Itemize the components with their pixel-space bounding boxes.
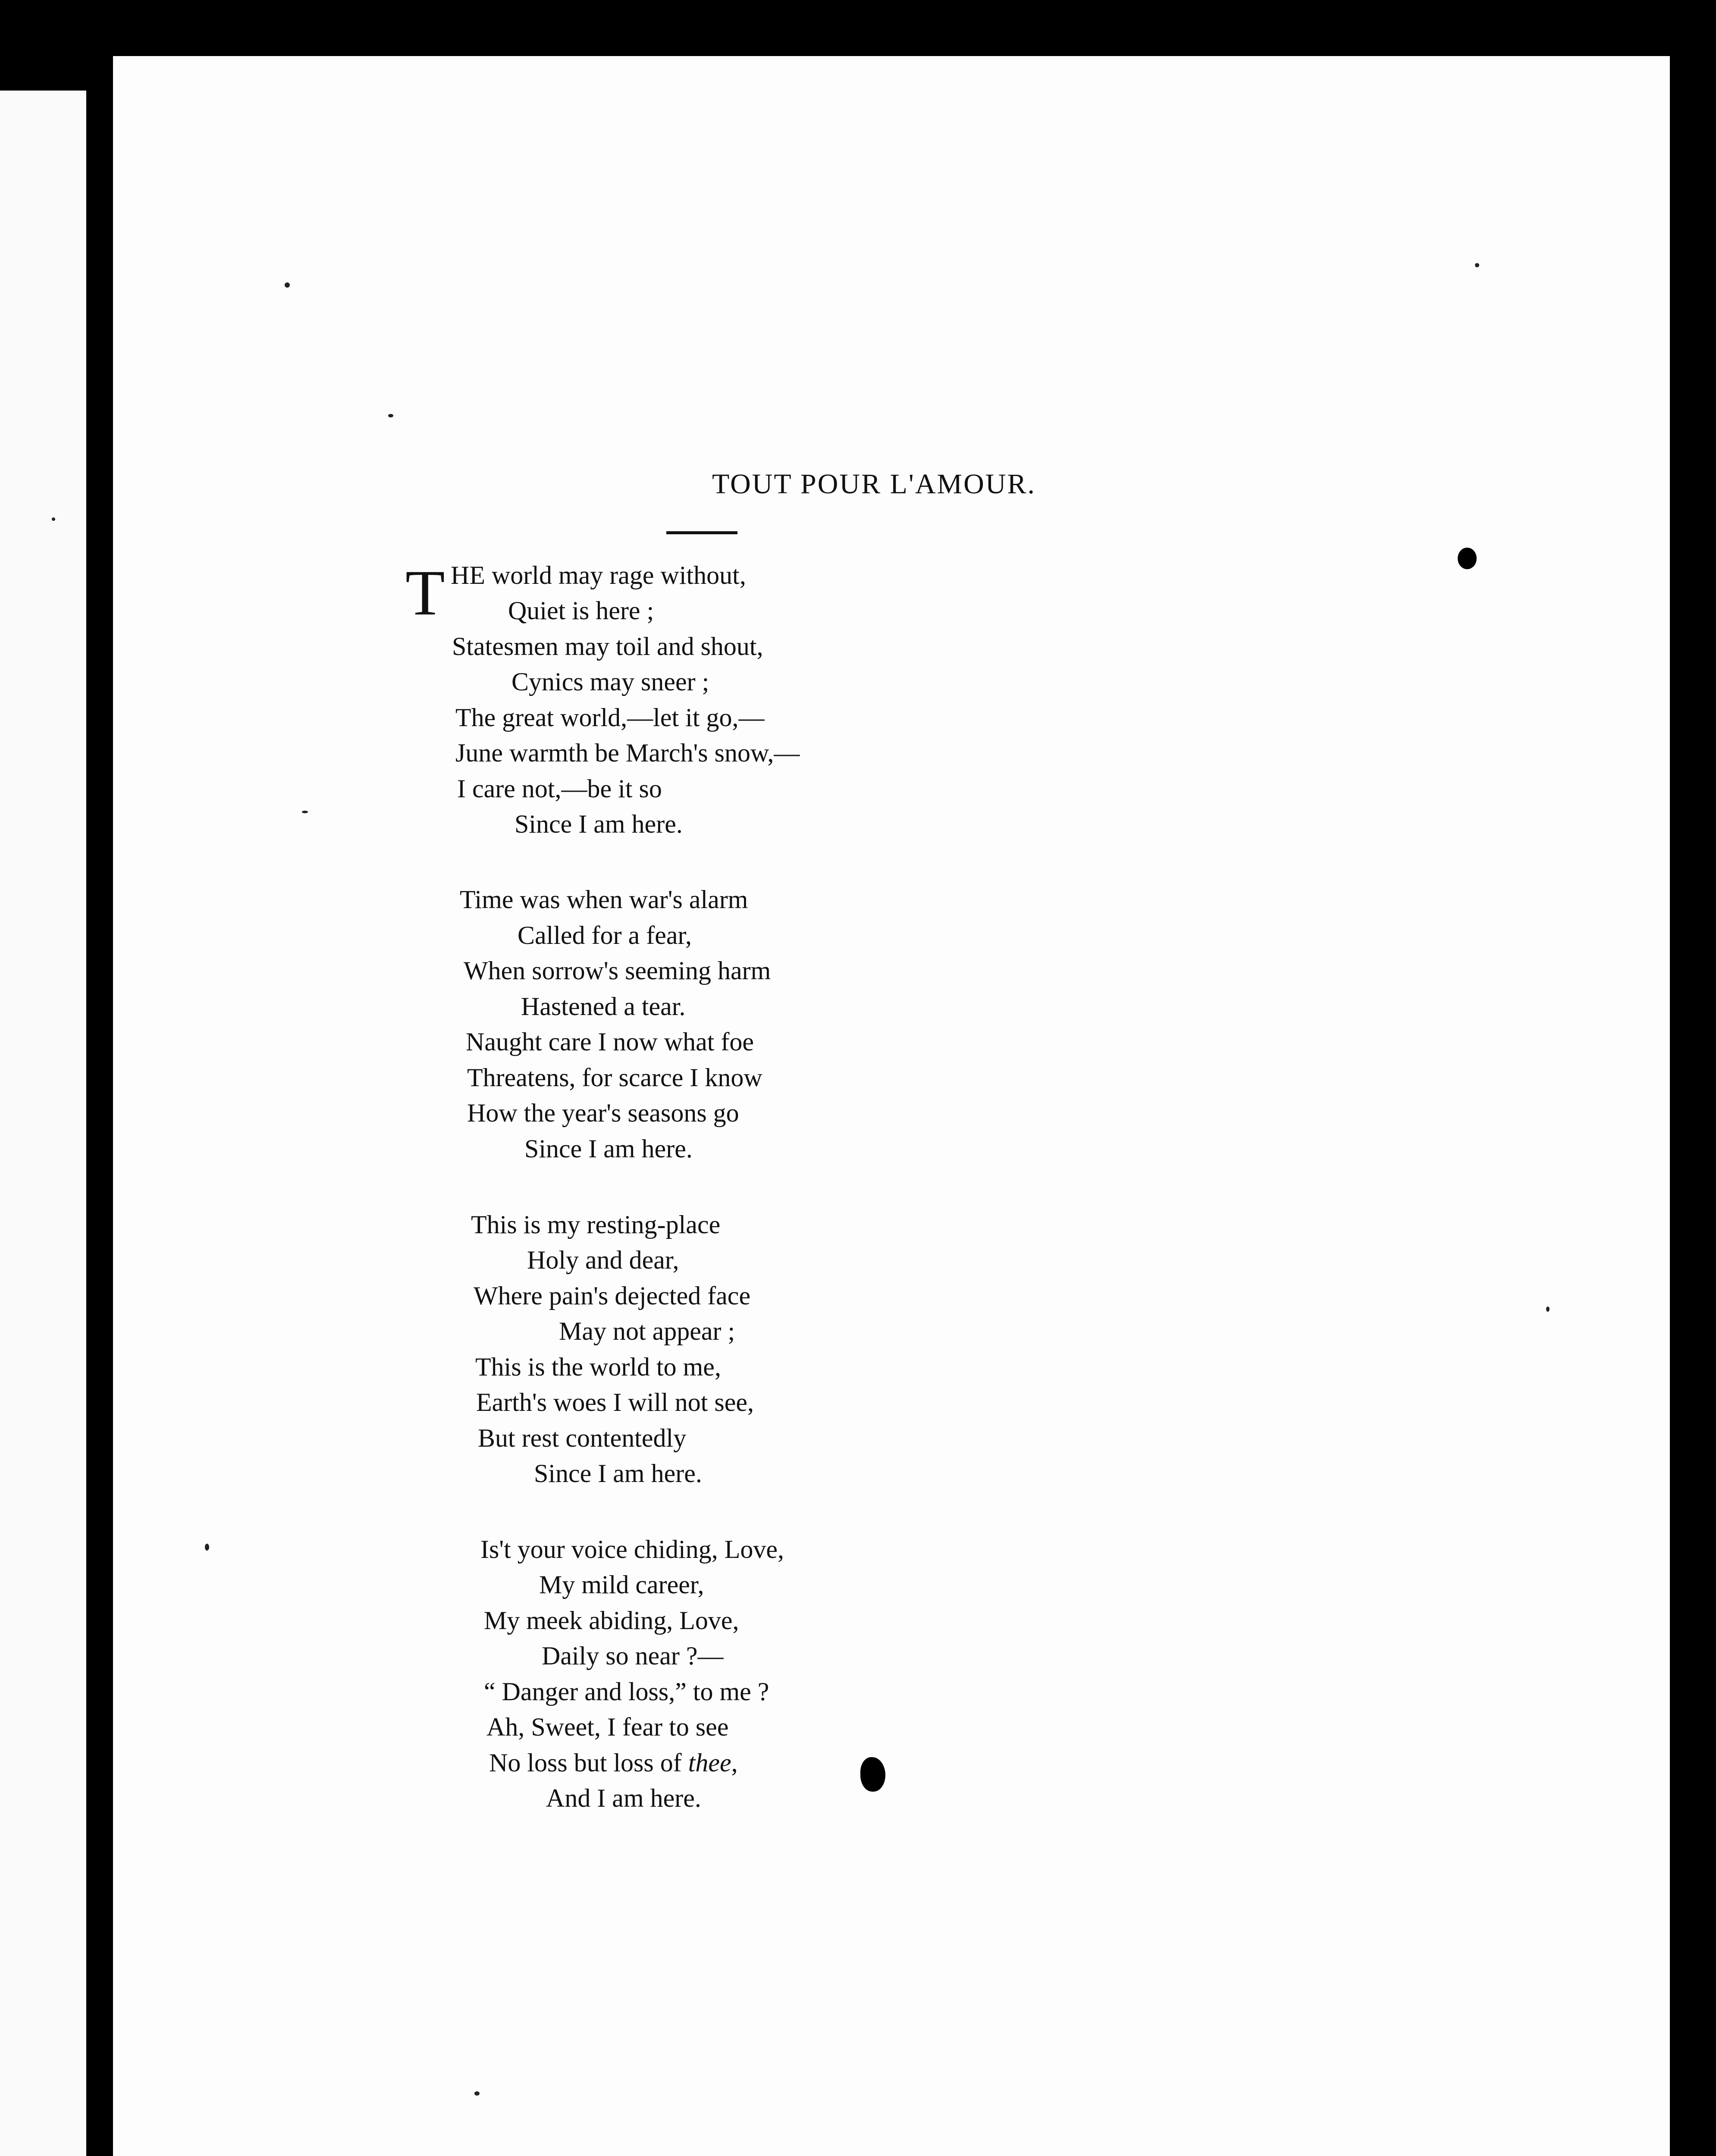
poem-line: Ah, Sweet, I fear to see (486, 1713, 729, 1741)
poem-line: Since I am here. (514, 810, 683, 838)
poem-line: Since I am here. (524, 1134, 693, 1163)
poem-line: Threatens, for scarce I know (467, 1063, 762, 1092)
poem-line: And I am here. (546, 1784, 701, 1812)
facing-page-edge (0, 91, 86, 2156)
poem-line: I care not,—be it so (457, 774, 662, 803)
poem-line: Hastened a tear. (521, 992, 686, 1021)
poem-line: Statesmen may toil and shout, (452, 632, 763, 661)
speck (205, 1544, 209, 1551)
poem-line: “ Danger and loss,” to me ? (484, 1677, 769, 1706)
poem-line: Since I am here. (534, 1459, 702, 1488)
speck (1546, 1307, 1550, 1312)
poem-line: Holy and dear, (527, 1246, 679, 1274)
poem-line: Where pain's dejected face (474, 1282, 751, 1310)
speck (474, 2091, 480, 2096)
poem-title: TOUT POUR L'AMOUR. (712, 468, 1036, 500)
emphasis: thee (688, 1749, 731, 1777)
poem-line: Earth's woes I will not see, (476, 1388, 754, 1416)
poem-line: May not appear ; (559, 1317, 735, 1345)
poem-line: This is the world to me, (475, 1353, 721, 1381)
poem-line: No loss but loss of thee, (489, 1749, 738, 1777)
title-rule (666, 531, 737, 534)
poem-line: Daily so near ?— (542, 1642, 724, 1670)
poem-line: This is my resting-place (471, 1210, 721, 1239)
speck (302, 811, 308, 813)
poem-line: But rest contentedly (478, 1424, 687, 1452)
page (113, 56, 1670, 2156)
ink-blot (1458, 548, 1477, 569)
speck (285, 282, 290, 288)
poem-line: Quiet is here ; (508, 596, 654, 625)
speck (1475, 263, 1479, 267)
poem-line: Called for a fear, (518, 921, 692, 950)
poem-line: The great world,—let it go,— (455, 703, 765, 732)
poem-line: HE world may rage without, (451, 561, 746, 589)
book-gutter (86, 0, 113, 2156)
poem-line: Naught care I now what foe (466, 1028, 754, 1056)
speck (388, 414, 393, 417)
poem-line: Time was when war's alarm (460, 885, 748, 914)
poem-line: My meek abiding, Love, (484, 1606, 739, 1635)
poem-line: Cynics may sneer ; (511, 667, 709, 696)
drop-cap: T (405, 557, 445, 629)
poem-line: How the year's seasons go (467, 1099, 739, 1127)
poem-line: When sorrow's seeming harm (464, 956, 771, 985)
poem-line: June warmth be March's snow,— (455, 739, 800, 767)
speck (52, 517, 55, 521)
poem-line: Is't your voice chiding, Love, (480, 1535, 784, 1564)
ink-blot (860, 1757, 885, 1792)
poem-line: My mild career, (539, 1570, 704, 1599)
